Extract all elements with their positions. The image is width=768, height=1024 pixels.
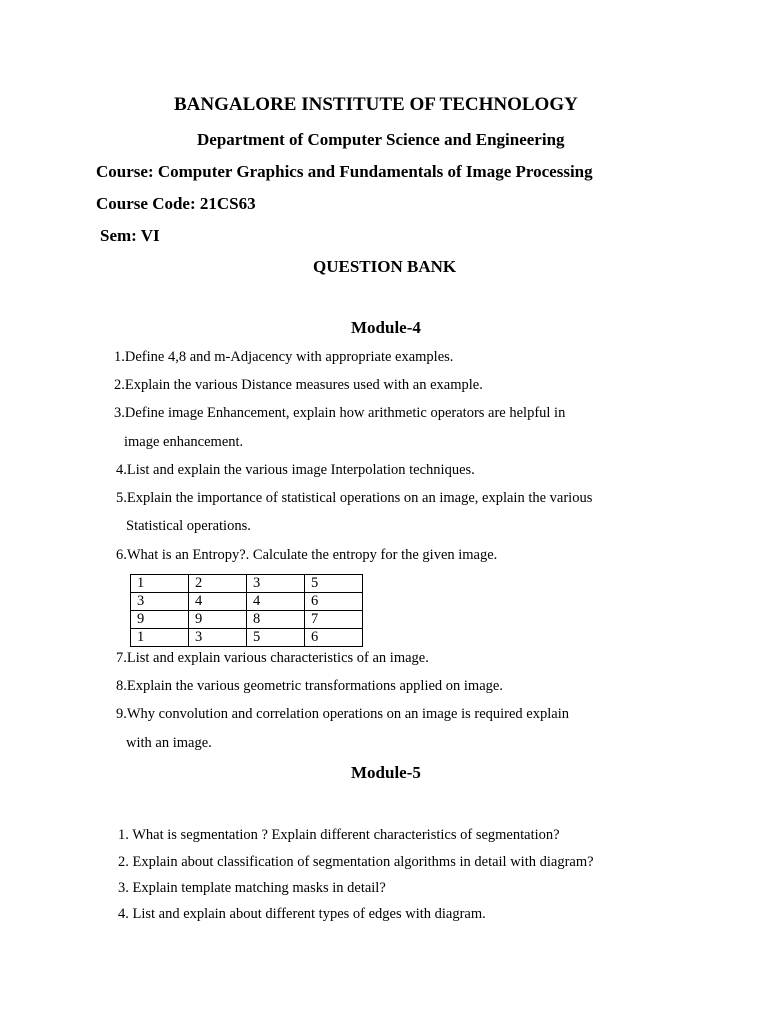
module-4-question-6: 6.What is an Entropy?. Calculate the entropy for the given image.: [116, 547, 498, 563]
table-row: [131, 611, 363, 629]
table-row: [131, 575, 363, 593]
semester: Sem: VI: [100, 226, 160, 245]
table-cell: 5: [247, 629, 305, 647]
module-4-question-5: 5.Explain the importance of statistical operations on an image, explain the various: [116, 490, 593, 506]
table-cell: 2: [189, 575, 247, 593]
module-4-question-9-cont: with an image.: [126, 735, 212, 751]
table-row: [131, 593, 363, 611]
module-5-question-4: 4. List and explain about different types of edges with diagram.: [118, 906, 486, 922]
table-cell: 4: [247, 593, 305, 611]
table-cell: 3: [131, 593, 189, 611]
module-5-question-2: 2. Explain about classification of segmentation algorithms in detail with diagram?: [118, 854, 594, 870]
course-code: Course Code: 21CS63: [96, 194, 256, 213]
module-5-title: Module-5: [351, 763, 421, 782]
doc-title: QUESTION BANK: [313, 257, 457, 276]
module-4-question-3-cont: image enhancement.: [124, 434, 244, 450]
module-4-question-9: 9.Why convolution and correlation operations on an image is required explain: [116, 706, 569, 722]
table-cell: 8: [247, 611, 305, 629]
table-cell: 3: [189, 629, 247, 647]
module-5-question-3: 3. Explain template matching masks in detail?: [118, 880, 386, 896]
module-4-question-8: 8.Explain the various geometric transformations applied on image.: [116, 678, 503, 694]
table-cell: 6: [305, 629, 363, 647]
table-cell: 4: [189, 593, 247, 611]
module-4-question-2: 2.Explain the various Distance measures used with an example.: [114, 377, 483, 393]
table-cell: 1: [131, 629, 189, 647]
table-cell: 5: [305, 575, 363, 593]
entropy-image-table: [130, 574, 363, 647]
module-4-question-1: 1.Define 4,8 and m-Adjacency with appropriate examples.: [114, 349, 454, 365]
table-row: [131, 629, 363, 647]
module-4-title: Module-4: [351, 318, 421, 337]
table-cell: 9: [189, 611, 247, 629]
module-4-question-3: 3.Define image Enhancement, explain how arithmetic operators are helpful in: [114, 405, 566, 421]
table-cell: 3: [247, 575, 305, 593]
module-4-question-4: 4.List and explain the various image Interpolation techniques.: [116, 462, 475, 478]
institute-name: BANGALORE INSTITUTE OF TECHNOLOGY: [174, 94, 578, 115]
department-name: Department of Computer Science and Engineering: [197, 130, 565, 149]
table-cell: 1: [131, 575, 189, 593]
table-cell: 6: [305, 593, 363, 611]
table-cell: 7: [305, 611, 363, 629]
module-5-question-1: 1. What is segmentation ? Explain different characteristics of segmentation?: [118, 827, 560, 843]
module-4-question-7: 7.List and explain various characteristics of an image.: [116, 650, 429, 666]
table-cell: 9: [131, 611, 189, 629]
module-4-question-5-cont: Statistical operations.: [126, 518, 251, 534]
course-name: Course: Computer Graphics and Fundamentals of Image Processing: [96, 162, 593, 181]
